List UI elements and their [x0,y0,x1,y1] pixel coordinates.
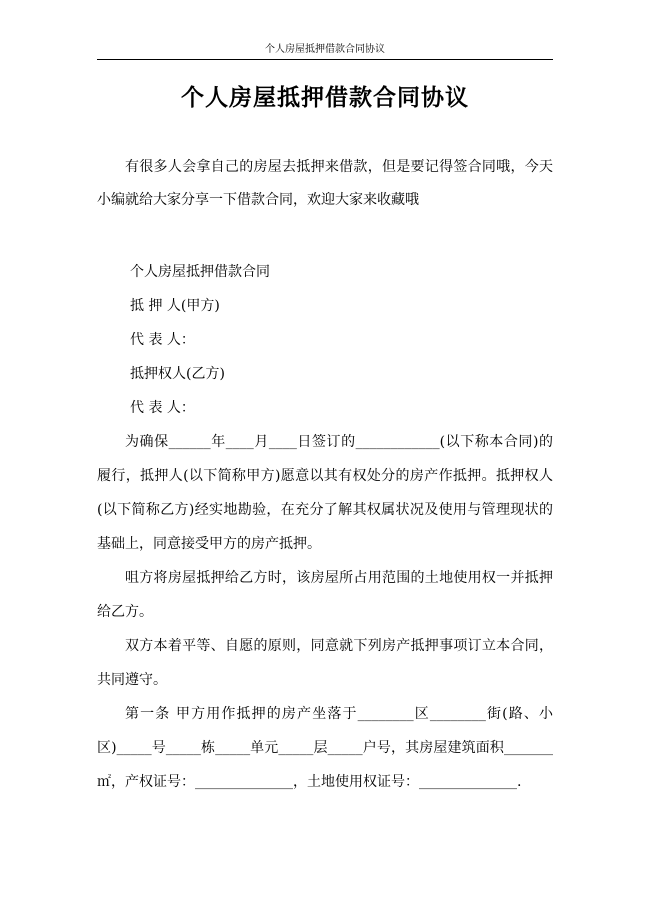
intro-paragraph: 有很多人会拿自己的房屋去抵押来借款，但是要记得签合同哦，今天小编就给大家分享一下借款合同，欢迎大家来收藏哦 [97,159,553,208]
document-title: 个人房屋抵押借款合同协议 [181,84,469,111]
mortgagee-label: 抵押权人(乙方) [130,366,225,382]
representative-label-2: 代 表 人： [130,400,195,416]
contract-body [97,255,553,799]
running-header: 个人房屋抵押借款合同协议 [265,44,385,55]
contract-title: 个人房屋抵押借款合同 [130,264,270,280]
article-one: 第一条 甲方用作抵押的房产坐落于________区________街(路、小区)_____号_____栋_____单元_____层_____户号，其房屋建筑面积_______ ㎡，产权证号：______________，土地使用权证号：______________. [97,706,553,790]
representative-label-1: 代 表 人： [130,332,195,348]
principle-paragraph: 双方本着平等、自愿的原则，同意就下列房产抵押事项订立本合同，共同遵守。 [97,638,553,688]
mortgagor-label: 抵 押 人(甲方) [130,298,220,314]
header-divider [97,59,553,60]
purpose-paragraph: 为确保______年____月____日签订的____________(以下称本合同)的履行，抵押人(以下简称甲方)愿意以其有权处分的房产作抵押。抵押权人(以下简称乙方)经实地勘验，在充分了解其权属状况及使用与管理现状的基础上，同意接受甲方的房产抵押。 [97,434,553,552]
land-use-paragraph: 咀方将房屋抵押给乙方时，该房屋所占用范围的土地使用权一并抵押给乙方。 [97,570,553,620]
